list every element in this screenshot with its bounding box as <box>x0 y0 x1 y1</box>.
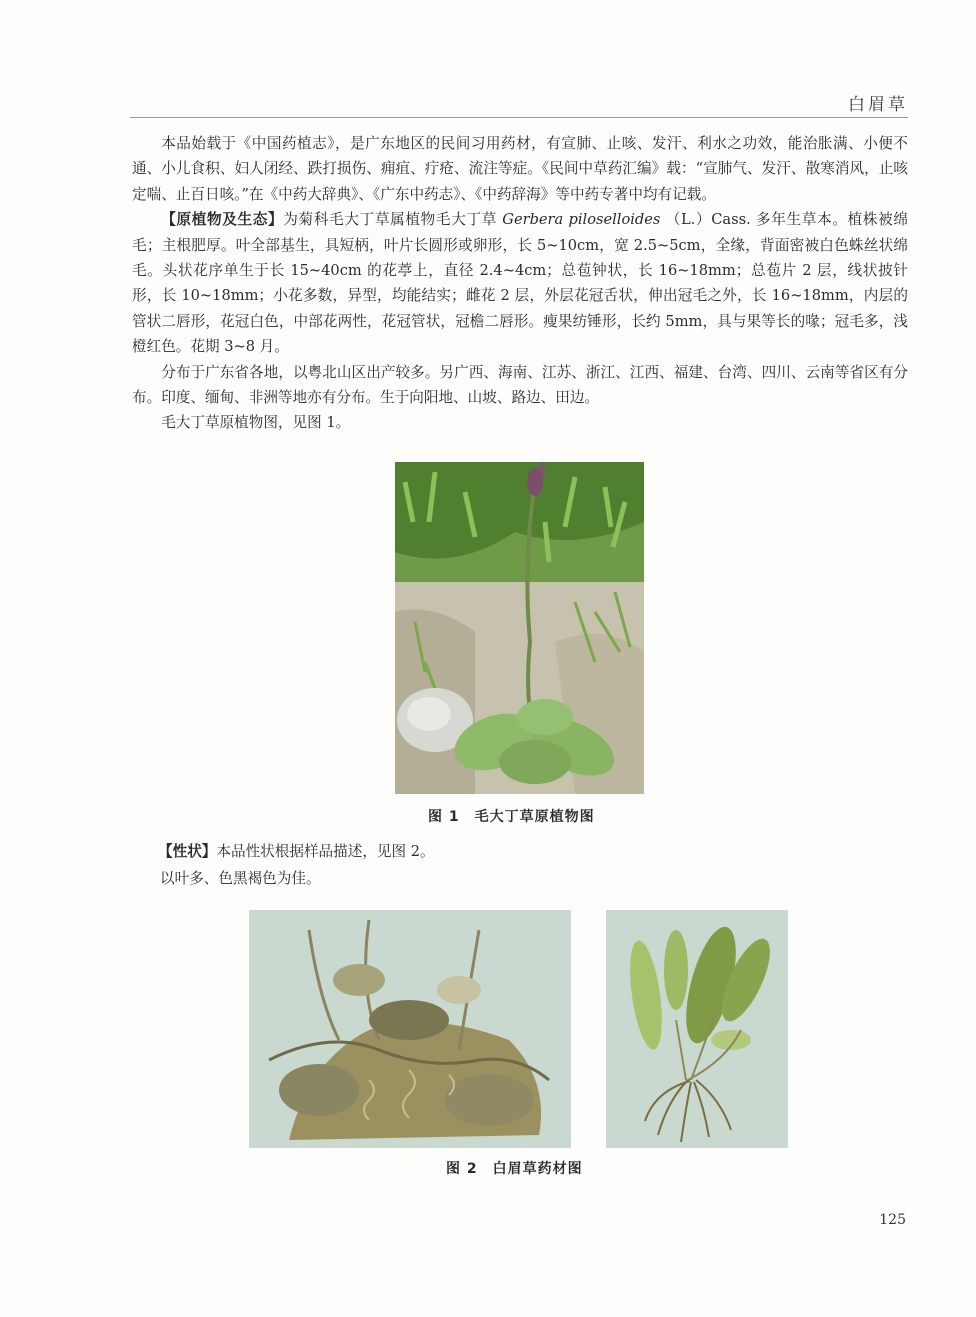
figure-1-caption: 图 1 毛大丁草原植物图 <box>428 809 595 825</box>
characteristics-line-2: 以叶多、色黑褐色为佳。 <box>160 870 321 887</box>
latin-name: Gerbera piloselloides <box>502 211 661 229</box>
plant-text-a: 为菊科毛大丁草属植物毛大丁草 <box>283 211 497 229</box>
header-rule <box>130 117 908 118</box>
section-characteristics <box>160 838 908 892</box>
paragraph-figure-ref: 毛大丁草原植物图，见图 1。 <box>161 414 351 432</box>
figure-2-caption: 图 2 白眉草药材图 <box>446 1161 583 1177</box>
paragraph-distribution: 分布于广东省各地，以粤北山区出产较多。另广西、海南、江苏、浙江、江西、福建、台湾、四川、云南等省区有分布。印度、缅甸、非洲等地亦有分布。生于向阳地、山坡、路边、田边。 <box>132 363 908 407</box>
paragraph-plant-ecology <box>132 207 908 359</box>
paragraph-intro: 本品始载于《中国药植志》，是广东地区的民间习用药材，有宣肺、止咳、发汗、利水之功效，能治胀满、小便不通、小儿食积、妇人闭经、跌打损伤、痈疽、疔疮、流注等症。《民间中草药汇编》载：“宣肺气、发汗、散寒消风，止咳定喘、止百日咳。”在《中药大辞典》、《广东中药志》、《中药辞海》等中药专著中均有记载。 <box>132 135 908 203</box>
figure-1-plant-photo <box>395 462 644 794</box>
section-heading-plant: 【原植物及生态】 <box>161 211 284 229</box>
section-heading-characteristics: 【性状】 <box>158 843 217 860</box>
characteristics-line-1: 本品性状根据样品描述，见图 2。 <box>216 843 435 860</box>
body-text <box>132 131 908 436</box>
figure-2-dried-herb-photo <box>249 910 571 1148</box>
plant-text-b: （L.）Cass. 多年生草本。植株被绵毛；主根肥厚。叶全部基生，具短柄，叶片长圆形或卵形，长 5~10cm，宽 2.5~5cm，全缘，背面密被白色蛛丝状绵毛。头状花序单生于长 15~40cm 的花葶上，直径 2.4~4cm；总苞钟状，长 16~18mm；总苞片 2 层，线状披针形，长 10~18mm；小花多数，异型，均能结实；雌花 2 层，外层花冠舌状，伸出冠毛之外，长 16~18mm，内层的管状二唇形，花冠白色，中部花两性，花冠管状，冠檐二唇形。瘦果纺锤形，长约 5mm，具与果等长的喙；冠毛多，浅橙红色。花期 3~8 月。 <box>132 211 908 356</box>
page-number: 125 <box>879 1212 906 1228</box>
figure-2-herb-specimen-photo <box>606 910 788 1148</box>
running-head-title: 白眉草 <box>848 95 908 115</box>
